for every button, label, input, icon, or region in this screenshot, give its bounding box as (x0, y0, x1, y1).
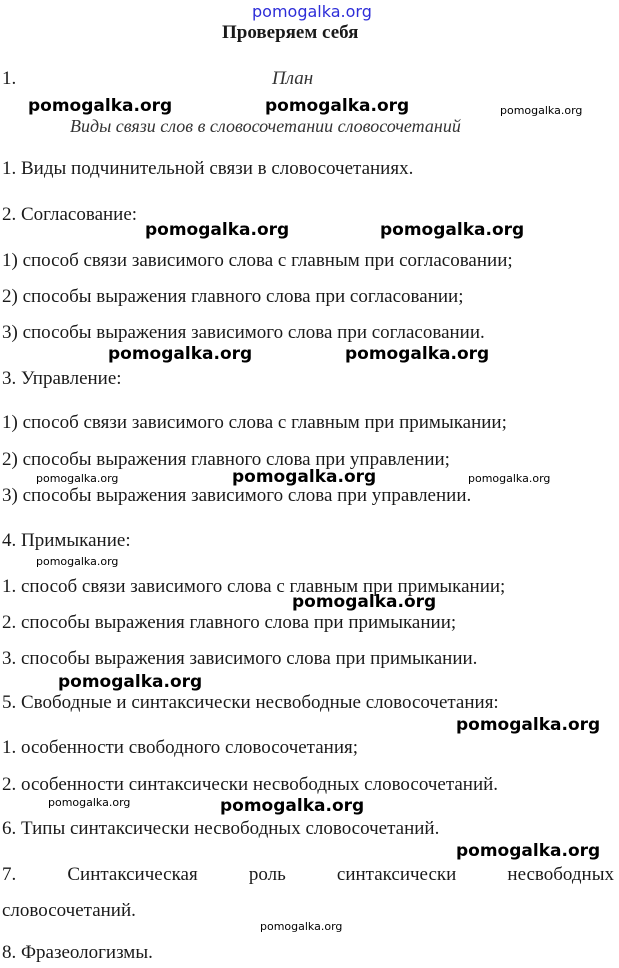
plan-subtitle: Виды связи слов в словосочетании словосочетаний (70, 116, 461, 136)
plan-item-7-continuation: словосочетаний. (2, 900, 136, 921)
plan-subitem: 1. способ связи зависимого слова с главным при примыкании; (2, 576, 506, 597)
plan-item-7-word: несвободных (507, 864, 614, 885)
plan-item-7-word: синтаксически (336, 864, 457, 885)
plan-item-5: 5. Свободные и синтаксически несвободные словосочетания: (2, 692, 499, 713)
plan-subitem: 1) способ связи зависимого слова с главным при примыкании; (2, 412, 507, 433)
plan-number: 1. (2, 68, 17, 89)
plan-subitem: 1) способ связи зависимого слова с главным при согласовании; (2, 250, 513, 271)
plan-subitem: 3. способы выражения зависимого слова при примыкании. (2, 648, 478, 669)
watermark-top: pomogalka.org (252, 2, 372, 21)
plan-item-8: 8. Фразеологизмы. (2, 942, 153, 963)
watermark: pomogalka.org (468, 472, 551, 485)
watermark: pomogalka.org (260, 920, 343, 933)
plan-subitem: 1. особенности свободного словосочетания; (2, 737, 358, 758)
watermark: pomogalka.org (456, 715, 601, 735)
watermark: pomogalka.org (220, 796, 365, 816)
watermark: pomogalka.org (145, 220, 290, 240)
plan-item-7-word: Синтаксическая (67, 864, 198, 885)
watermark: pomogalka.org (292, 592, 437, 612)
plan-subitem: 2) способы выражения главного слова при согласовании; (2, 286, 464, 307)
plan-subitem: 3) способы выражения зависимого слова при управлении. (2, 485, 472, 506)
plan-item-7-word: 7. (2, 864, 17, 885)
watermark: pomogalka.org (108, 344, 253, 364)
plan-subitem: 2. особенности синтаксически несвободных словосочетаний. (2, 774, 499, 795)
plan-subitem: 2. способы выражения главного слова при примыкании; (2, 612, 457, 633)
watermark: pomogalka.org (380, 220, 525, 240)
plan-subitem: 2) способы выражения главного слова при управлении; (2, 449, 450, 470)
page-title: Проверяем себя (222, 22, 359, 43)
watermark: pomogalka.org (36, 555, 119, 568)
watermark: pomogalka.org (58, 672, 203, 692)
plan-item-2: 2. Согласование: (2, 204, 138, 225)
watermark: pomogalka.org (28, 96, 173, 116)
watermark: pomogalka.org (345, 344, 490, 364)
plan-label: План (272, 68, 314, 89)
plan-subitem: 3) способы выражения зависимого слова при согласовании. (2, 322, 485, 343)
watermark: pomogalka.org (500, 104, 583, 117)
watermark: pomogalka.org (36, 472, 119, 485)
watermark: pomogalka.org (232, 467, 377, 487)
plan-item-1: 1. Виды подчинительной связи в словосочетаниях. (2, 158, 414, 179)
watermark: pomogalka.org (456, 841, 601, 861)
watermark: pomogalka.org (265, 96, 410, 116)
plan-item-4: 4. Примыкание: (2, 530, 131, 551)
plan-item-7-word: роль (248, 864, 286, 885)
plan-item-3: 3. Управление: (2, 368, 122, 389)
plan-item-7 (2, 864, 614, 886)
plan-item-6: 6. Типы синтаксически несвободных словосочетаний. (2, 818, 440, 839)
watermark: pomogalka.org (48, 796, 131, 809)
